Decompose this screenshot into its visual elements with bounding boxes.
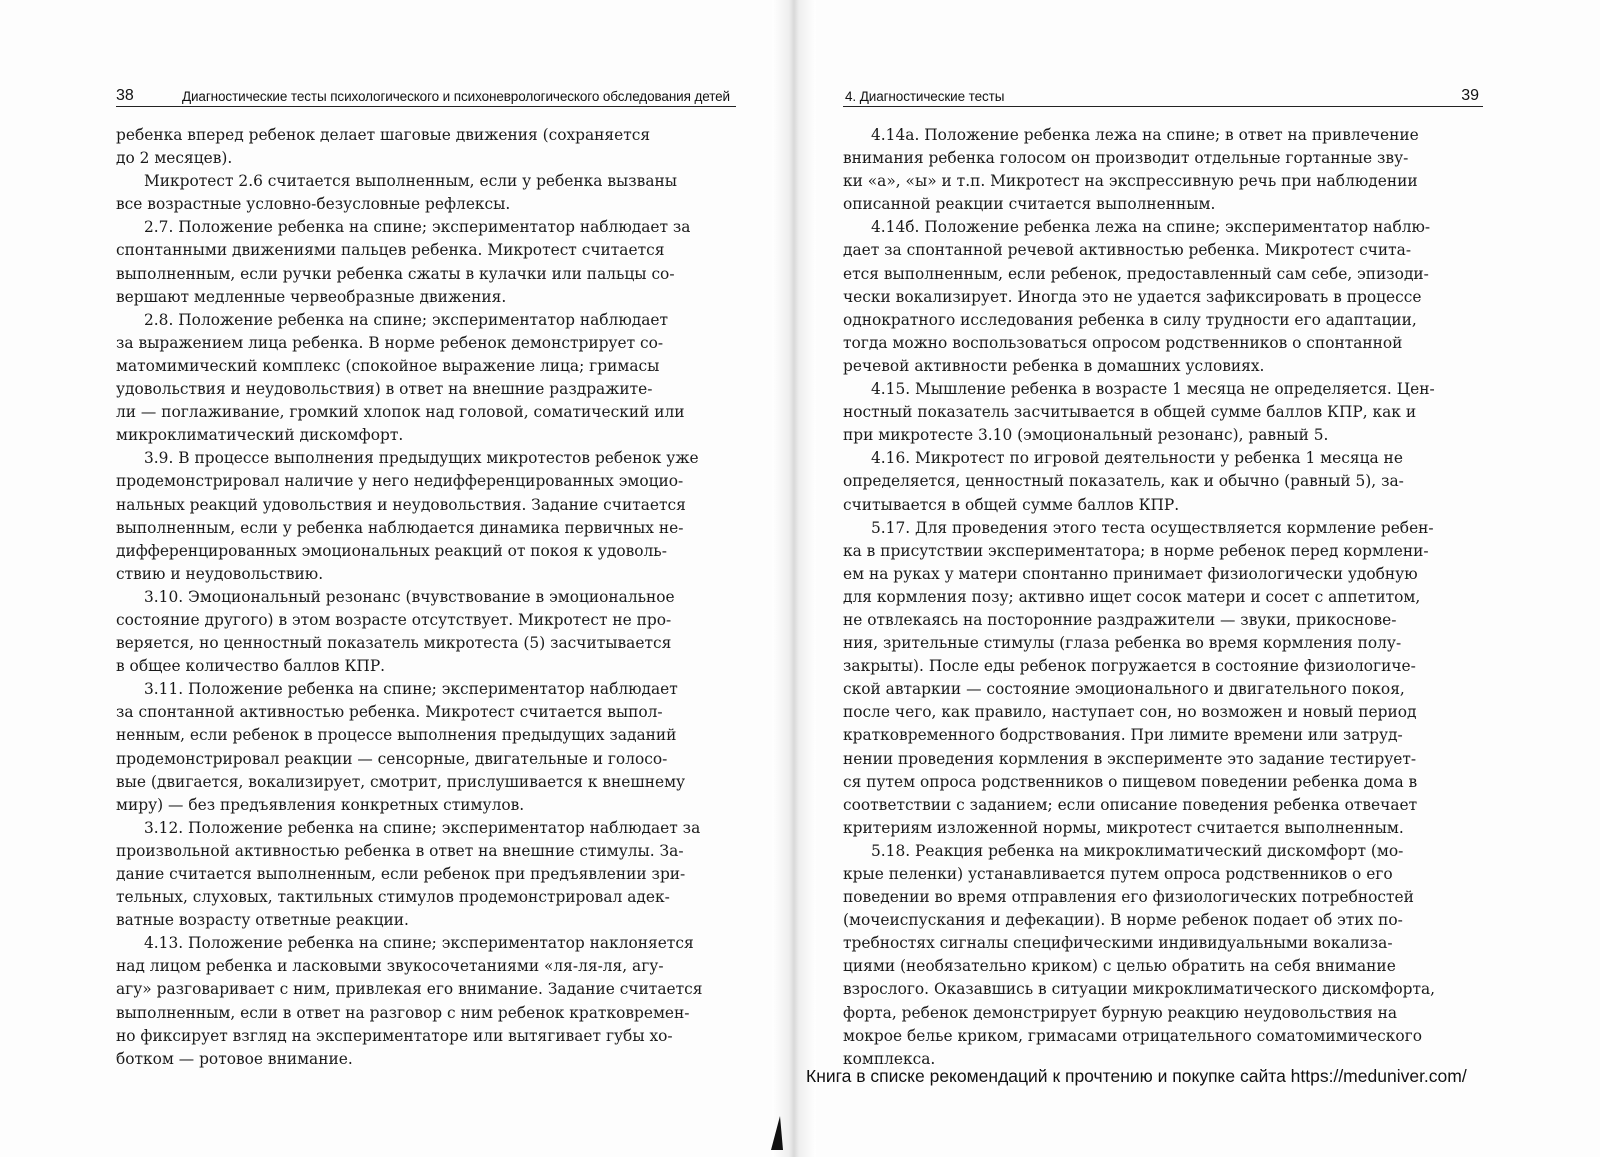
text-line: однократного исследования ребенка в силу трудности его адаптации,: [843, 310, 1417, 329]
text-line: ка в присутствии экспериментатора; в норме ребенок перед кормлени-: [843, 541, 1429, 560]
text-line: (мочеиспускания и дефекации). В норме ребенок подает об этих по-: [843, 911, 1403, 930]
text-line: матомимический комплекс (спокойное выражение лица; гримасы: [116, 356, 660, 375]
right-page: [810, 0, 1600, 1157]
text-line: нальных реакций удовольствия и неудовольствия. Задание считается: [116, 495, 686, 514]
text-line: дает за спонтанной речевой активностью ребенка. Микротест счита-: [843, 241, 1412, 260]
left-running-title: Диагностические тесты психологического и психоневрологического обследования детей: [181, 89, 730, 104]
text-line: произвольной активностью ребенка в ответ на внешние стимулы. За-: [116, 841, 684, 860]
text-line: 4.15. Мышление ребенка в возрасте 1 месяца не определяется. Цен-: [871, 380, 1435, 399]
text-line: за спонтанной активностью ребенка. Микротест считается выпол-: [116, 703, 663, 722]
text-line: внимания ребенка голосом он производит отдельные гортанные зву-: [843, 149, 1409, 168]
text-line: 5.18. Реакция ребенка на микроклиматический дискомфорт (мо-: [871, 841, 1404, 860]
text-line: 3.11. Положение ребенка на спине; экспериментатор наблюдает: [144, 680, 678, 699]
left-page-number: 38: [116, 87, 134, 104]
text-line: крые пеленки) устанавливается путем опроса родственников о его: [843, 865, 1393, 883]
text-line: для кормления позу; активно ищет сосок матери и сосет с аппетитом,: [843, 587, 1421, 606]
text-line: продемонстрировал наличие у него недифференцированных эмоцио-: [116, 472, 684, 491]
text-line: ботком — ротовое внимание.: [116, 1049, 353, 1068]
text-line: вые (двигается, вокализирует, смотрит, прислушивается к внешнему: [116, 772, 686, 791]
text-line: 4.14б. Положение ребенка лежа на спине; экспериментатор наблю-: [871, 218, 1431, 237]
text-line: микроклиматический дискомфорт.: [116, 426, 404, 445]
left-page-text: [116, 124, 736, 1071]
right-page-number: 39: [1461, 87, 1479, 104]
text-line: 4.16. Микротест по игровой деятельности у ребенка 1 месяца не: [871, 449, 1403, 468]
left-page-header: [116, 86, 736, 107]
text-line: комплекса.: [843, 1049, 936, 1068]
text-line: 3.10. Эмоциональный резонанс (вчувствование в эмоциональное: [144, 587, 675, 606]
text-line: кратковременного бодрствования. При лимите времени или затруд-: [843, 726, 1403, 745]
text-line: считывается в общей сумме баллов КПР.: [843, 495, 1180, 514]
text-line: миру) — без предъявления конкретных стимулов.: [116, 795, 525, 814]
text-line: не отвлекаясь на посторонние раздражители — звуки, прикоснове-: [843, 610, 1397, 629]
text-line: вершают медленные червеобразные движения.: [116, 287, 507, 306]
text-line: 4.13. Положение ребенка на спине; экспериментатор наклоняется: [144, 934, 694, 953]
text-line: ской автаркии — состояние эмоционального и двигательного покоя,: [843, 680, 1405, 699]
text-line: спонтанными движениями пальцев ребенка. Микротест считается: [116, 241, 665, 260]
text-line: ватные возрасту ответные реакции.: [116, 911, 409, 930]
text-line: ется выполненным, если ребенок, предоставленный сам себе, эпизоди-: [843, 264, 1429, 283]
text-line: ем на руках у матери спонтанно принимает физиологически удобную: [843, 564, 1418, 583]
text-line: циями (необязательно криком) с целью обратить на себя внимание: [843, 957, 1396, 976]
text-line: за выражением лица ребенка. В норме ребенок демонстрирует со-: [116, 333, 664, 352]
text-line: нении проведения кормления в эксперименте это задание тестирует-: [843, 749, 1417, 768]
text-line: ли — поглаживание, громкий хлопок над головой, соматический или: [116, 403, 685, 422]
binding-edge-mark: [771, 1116, 783, 1150]
text-line: удовольствия и неудовольствия) в ответ на внешние раздражите-: [116, 380, 653, 399]
text-line: выполненным, если у ребенка наблюдается динамика первичных не-: [116, 518, 684, 537]
text-line: ребенка вперед ребенок делает шаговые движения (сохраняется: [116, 126, 651, 144]
text-line: речевой активности ребенка в домашних условиях.: [843, 356, 1265, 375]
site-recommendation-note: Книга в списке рекомендаций к прочтению и покупке сайта https://meduniver.com/: [806, 1066, 1467, 1086]
text-line: мокрое белье криком, гримасами отрицательного соматомимического: [843, 1026, 1422, 1045]
text-line: агу» разговаривает с ним, привлекая его внимание. Задание считается: [116, 980, 703, 999]
text-line: дание считается выполненным, если ребенок при предъявлении зри-: [116, 865, 686, 883]
right-page-text: [843, 124, 1483, 1071]
text-line: ся путем опроса родственников о пищевом поведении ребенка дома в: [843, 772, 1418, 791]
text-line: в общее количество баллов КПР.: [116, 657, 386, 676]
text-line: тогда можно воспользоваться опросом родственников о спонтанной: [843, 333, 1403, 352]
text-line: ствию и неудовольствию.: [116, 564, 324, 583]
text-line: веряется, но ценностный показатель микротеста (5) засчитывается: [116, 634, 672, 653]
text-line: поведении во время отправления его физиологических потребностей: [843, 888, 1414, 907]
text-line: ностный показатель засчитывается в общей сумме баллов КПР, как и: [843, 403, 1417, 422]
text-line: 3.12. Положение ребенка на спине; экспериментатор наблюдает за: [144, 818, 701, 837]
text-line: над лицом ребенка и ласковыми звукосочетаниями «ля-ля-ля, агу-: [116, 957, 664, 976]
text-line: требностях сигналы специфическими индивидуальными вокализа-: [843, 934, 1393, 953]
text-line: ненным, если ребенок в процессе выполнения предыдущих заданий: [116, 726, 677, 745]
text-line: 2.8. Положение ребенка на спине; экспериментатор наблюдает: [144, 310, 668, 329]
right-running-title: 4. Диагностические тесты: [845, 89, 1005, 104]
text-line: при микротесте 3.10 (эмоциональный резонанс), равный 5.: [843, 426, 1329, 445]
text-line: соответствии с заданием; если описание поведения ребенка отвечает: [843, 795, 1418, 814]
text-line: 5.17. Для проведения этого теста осуществляется кормление ребен-: [871, 518, 1434, 537]
text-line: все возрастные условно-безусловные рефлексы.: [116, 195, 511, 214]
text-line: взрослого. Оказавшись в ситуации микроклиматического дискомфорта,: [843, 980, 1436, 999]
right-page-header: [843, 86, 1483, 107]
text-line: дифференцированных эмоциональных реакций от покоя к удоволь-: [116, 541, 667, 560]
text-line: 3.9. В процессе выполнения предыдущих микротестов ребенок уже: [144, 449, 699, 468]
text-line: 2.7. Положение ребенка на спине; экспериментатор наблюдает за: [144, 218, 691, 237]
text-line: но фиксирует взгляд на экспериментаторе или вытягивает губы хо-: [116, 1026, 673, 1045]
text-line: 4.14а. Положение ребенка лежа на спине; в ответ на привлечение: [871, 126, 1419, 144]
text-line: выполненным, если в ответ на разговор с ним ребенок кратковремен-: [116, 1003, 690, 1022]
text-line: ки «а», «ы» и т.п. Микротест на экспрессивную речь при наблюдении: [843, 172, 1418, 191]
text-line: до 2 месяцев).: [116, 149, 233, 168]
text-line: продемонстрировал реакции — сенсорные, двигательные и голосо-: [116, 749, 668, 768]
text-line: выполненным, если ручки ребенка сжаты в кулачки или пальцы со-: [116, 264, 675, 283]
text-line: критериям изложенной нормы, микротест считается выполненным.: [843, 818, 1404, 837]
text-line: определяется, ценностный показатель, как и обычно (равный 5), за-: [843, 472, 1404, 491]
text-line: закрыты). После еды ребенок погружается в состояние физиологиче-: [843, 657, 1416, 676]
text-line: Микротест 2.6 считается выполненным, если у ребенка вызваны: [144, 172, 677, 191]
text-line: после чего, как правило, наступает сон, но возможен и новый период: [843, 703, 1417, 722]
text-line: описанной реакции считается выполненным.: [843, 195, 1216, 214]
left-page: [0, 0, 790, 1157]
text-line: чески вокализирует. Иногда это не удается зафиксировать в процессе: [843, 287, 1422, 306]
text-line: ния, зрительные стимулы (глаза ребенка во время кормления полу-: [843, 634, 1402, 653]
text-line: тельных, слуховых, тактильных стимулов продемонстрировал адек-: [116, 888, 670, 907]
text-line: состояние другого) в этом возрасте отсутствует. Микротест не про-: [116, 610, 672, 629]
text-line: форта, ребенок демонстрирует бурную реакцию неудовольствия на: [843, 1003, 1398, 1022]
